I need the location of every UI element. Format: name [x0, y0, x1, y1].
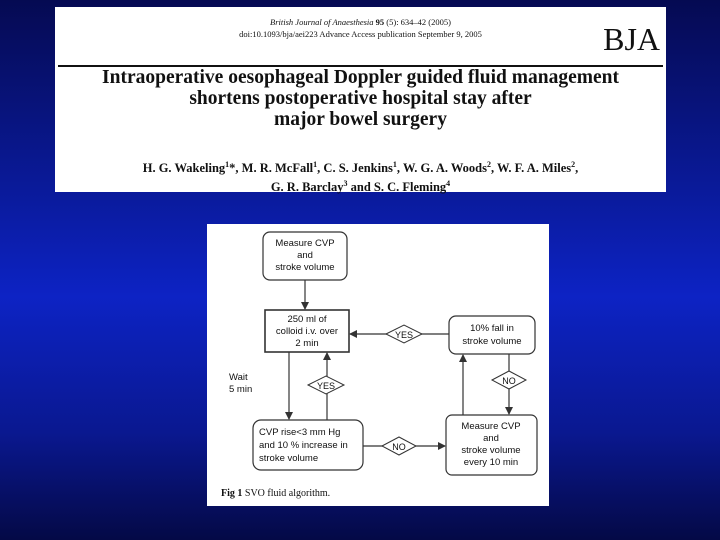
- decision-yes-top-label: YES: [394, 330, 414, 340]
- author-affiliation: 2: [571, 160, 576, 169]
- journal-name: British Journal of Anaesthesia: [270, 17, 374, 27]
- wait-label: 5 min: [229, 384, 253, 395]
- author-affiliation: 4: [446, 179, 451, 189]
- decision-yes-left-label: YES: [316, 381, 336, 391]
- author-separator: *,: [229, 161, 239, 176]
- author-affiliation: 1: [392, 160, 397, 169]
- paper-title: [55, 67, 666, 130]
- figure-caption: [221, 488, 330, 499]
- author-separator: ,: [317, 161, 321, 176]
- author-name: W. G. A. Woods: [402, 161, 488, 176]
- author-name: M. R. McFall: [241, 161, 314, 176]
- node-measure-repeat-text: stroke volume: [461, 445, 521, 456]
- node-cvp-rise-text: CVP rise<3 mm Hg: [259, 427, 341, 438]
- paper-header: [55, 7, 666, 195]
- author-separator: ,: [396, 161, 401, 176]
- author-separator: ,: [491, 161, 495, 176]
- author-connector: and: [350, 180, 371, 195]
- title-line: major bowel surgery: [274, 109, 447, 130]
- decision-no-right-label: NO: [502, 376, 516, 386]
- author-name: S. C. Fleming: [373, 180, 447, 195]
- node-colloid-text: 2 min: [295, 338, 319, 349]
- author-affiliation: 2: [487, 160, 492, 169]
- author-name: W. F. A. Miles: [497, 161, 572, 176]
- wait-label: Wait: [229, 372, 248, 383]
- author-separator: ,: [575, 161, 579, 176]
- node-measure-repeat-text: and: [483, 433, 499, 444]
- node-measure-repeat-text: every 10 min: [463, 457, 519, 468]
- title-line: shortens postoperative hospital stay after: [189, 88, 532, 109]
- author-affiliation: 1: [225, 160, 230, 169]
- caption-text: SVO fluid algorithm.: [244, 488, 331, 499]
- node-colloid-text: colloid i.v. over: [275, 326, 339, 337]
- node-colloid-text: 250 ml of: [287, 314, 327, 325]
- flowchart-diagram: [207, 224, 549, 506]
- title-line: Intraoperative oesophageal Doppler guided fluid management: [102, 67, 619, 88]
- author-list: [55, 157, 666, 195]
- author-name: C. S. Jenkins: [323, 161, 393, 176]
- node-measure-start-text: and: [297, 250, 313, 261]
- journal-citation: [55, 16, 666, 40]
- journal-logo: BJA: [603, 21, 660, 57]
- author-affiliation: 1: [313, 160, 318, 169]
- journal-issue-pages: (5): 634–42 (2005): [386, 17, 451, 27]
- author-name: G. R. Barclay: [270, 180, 344, 195]
- node-measure-start-text: stroke volume: [275, 262, 335, 273]
- node-measure-repeat-text: Measure CVP: [461, 421, 521, 432]
- author-name: H. G. Wakeling: [142, 161, 226, 176]
- decision-no-bottom-label: NO: [392, 442, 406, 452]
- node-cvp-rise-text: and 10 % increase in: [259, 440, 348, 451]
- flowchart-figure: [207, 224, 549, 506]
- author-affiliation: 3: [343, 179, 348, 189]
- node-fall: [449, 316, 535, 354]
- doi-line: doi:10.1093/bja/aei223 Advance Access publication September 9, 2005: [239, 29, 482, 39]
- node-fall-text: 10% fall in: [470, 323, 514, 334]
- caption-fig-number: Fig 1: [221, 488, 243, 499]
- node-measure-start-text: Measure CVP: [275, 238, 335, 249]
- node-fall-text: stroke volume: [462, 336, 522, 347]
- journal-volume: 95: [375, 17, 385, 27]
- node-cvp-rise-text: stroke volume: [259, 453, 319, 464]
